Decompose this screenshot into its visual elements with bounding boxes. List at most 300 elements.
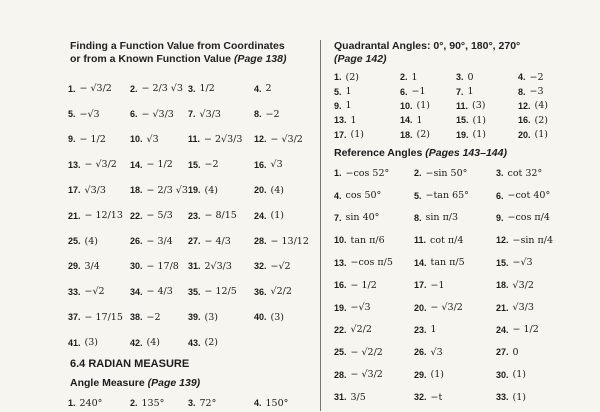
answer-value: (2) <box>204 337 218 349</box>
answer-item <box>188 101 221 126</box>
answer-row <box>328 296 598 318</box>
answer-number: 31. <box>334 392 347 403</box>
answer-item <box>130 228 173 253</box>
answer-item <box>68 178 106 203</box>
answer-item <box>334 386 366 408</box>
answer-value: (2) <box>416 129 430 141</box>
answer-item <box>518 99 548 113</box>
answer-number: 1. <box>334 168 342 179</box>
answer-item <box>414 184 469 206</box>
answer-number: 33. <box>68 286 81 297</box>
reference-angles-answers <box>328 162 598 408</box>
answer-number: 4. <box>334 190 342 201</box>
heading-line-1: Finding a Function Value from Coordinates <box>70 40 285 52</box>
answer-item <box>334 84 352 98</box>
answer-number: 37. <box>68 312 81 323</box>
answer-number: 29. <box>68 261 81 272</box>
answer-item <box>254 254 291 279</box>
answer-item <box>68 305 123 330</box>
answer-item <box>400 128 430 142</box>
answer-value: −t <box>430 391 443 403</box>
answer-number: 19. <box>188 185 201 196</box>
answer-value: 1 <box>467 86 474 98</box>
answer-item <box>68 76 112 101</box>
answer-value: √2/2 <box>270 286 292 298</box>
answer-value: sin 40° <box>345 212 380 224</box>
answer-value: −√3 <box>350 302 371 314</box>
answer-value: −2 <box>529 71 544 83</box>
answer-item <box>414 319 437 341</box>
answer-item <box>130 254 179 279</box>
answer-number: 35. <box>188 286 201 297</box>
answer-number: 22. <box>334 324 347 335</box>
answer-item <box>414 162 467 184</box>
answer-number: 6. <box>130 109 138 120</box>
answer-item <box>400 70 418 84</box>
answer-item <box>130 101 174 126</box>
answer-value: √3/3 <box>512 302 534 314</box>
answer-number: 27. <box>188 236 201 247</box>
answer-item <box>414 207 458 229</box>
answer-value: √3/2 <box>512 279 534 291</box>
answer-item <box>130 152 173 177</box>
answer-item <box>334 207 379 229</box>
answer-value: − √2/2 <box>350 346 383 358</box>
answer-number: 5. <box>414 190 422 201</box>
answer-number: 15. <box>456 115 469 126</box>
answer-value: −√2 <box>84 286 105 298</box>
answer-item <box>68 228 98 253</box>
answer-number: 6. <box>496 190 504 201</box>
answer-row <box>328 184 598 206</box>
answer-value: − 12/5 <box>204 286 237 298</box>
answer-item <box>334 99 352 113</box>
answer-row <box>68 101 316 126</box>
answer-number: 29. <box>414 369 427 380</box>
answer-value: (3) <box>84 337 98 349</box>
answer-row <box>68 178 316 203</box>
answer-item <box>130 178 188 203</box>
answer-item <box>496 319 539 341</box>
answer-item <box>254 127 303 152</box>
answer-item <box>68 254 100 279</box>
answer-value: −tan 65° <box>425 190 469 202</box>
answer-number: 19. <box>456 129 469 140</box>
answer-value: 1 <box>345 86 352 98</box>
answer-value: − 5/3 <box>146 210 173 222</box>
answer-number: 14. <box>414 257 427 268</box>
answer-item <box>254 76 272 101</box>
left-column <box>68 0 316 411</box>
answer-item <box>130 305 161 330</box>
answer-number: 26. <box>130 236 143 247</box>
answer-number: 30. <box>496 369 509 380</box>
answer-value: (3) <box>472 100 486 112</box>
answer-number: 24. <box>496 324 509 335</box>
answer-number: 12. <box>496 235 509 246</box>
answer-number: 8. <box>254 109 262 120</box>
answer-item <box>334 128 364 142</box>
answer-item <box>334 162 389 184</box>
answer-item <box>68 101 100 126</box>
quadrantal-page-ref: (Page 142) <box>334 53 387 65</box>
answer-row <box>68 254 316 279</box>
answer-number: 3. <box>188 398 196 408</box>
answer-row <box>68 127 316 152</box>
answer-number: 2. <box>414 168 422 179</box>
answer-row <box>68 203 316 228</box>
answer-value: − 1/2 <box>146 159 173 171</box>
answer-item <box>130 330 160 355</box>
answer-value: (1) <box>472 129 486 141</box>
heading-page-ref: (Page 138) <box>233 53 287 65</box>
answer-value: −cos π/5 <box>350 257 393 269</box>
answer-row <box>328 113 598 127</box>
answer-number: 18. <box>130 185 143 196</box>
answer-item <box>518 84 544 98</box>
answer-value: (1) <box>512 369 526 381</box>
answer-number: 25. <box>68 236 81 247</box>
quadrantal-heading <box>334 40 520 66</box>
answer-number: 16. <box>334 280 347 291</box>
answer-item <box>456 99 485 113</box>
answer-value: √2/2 <box>350 324 372 336</box>
answer-value: 72° <box>199 397 217 409</box>
answer-number: 15. <box>496 257 509 268</box>
answer-row <box>328 70 598 84</box>
answer-item <box>456 70 474 84</box>
answer-row <box>328 386 598 408</box>
answer-value: 0 <box>467 71 474 83</box>
answer-value: 1 <box>416 114 423 126</box>
answer-value: cot π/4 <box>430 234 464 246</box>
answer-row <box>68 152 316 177</box>
answer-value: (1) <box>534 129 548 141</box>
answer-number: 11. <box>188 134 201 145</box>
answer-value: tan π/6 <box>350 234 385 246</box>
function-value-heading <box>70 40 286 66</box>
answer-number: 1. <box>68 398 76 408</box>
answer-item <box>334 229 385 251</box>
answer-item <box>414 341 443 363</box>
answer-value: 1 <box>411 71 418 83</box>
answer-number: 7. <box>334 212 342 223</box>
answer-number: 4. <box>254 398 262 408</box>
reference-angles-heading <box>334 147 507 159</box>
answer-value: −sin π/4 <box>512 234 554 246</box>
answer-number: 40. <box>254 312 267 323</box>
answer-value: −cos π/4 <box>507 212 550 224</box>
answer-item <box>188 76 215 101</box>
answer-number: 38. <box>130 312 143 323</box>
answer-number: 9. <box>334 100 342 111</box>
answer-value: − √3/2 <box>430 302 463 314</box>
answer-item <box>518 70 544 84</box>
answer-value: 2 <box>265 83 272 95</box>
answer-number: 13. <box>334 115 347 126</box>
answer-item <box>414 296 463 318</box>
answer-item <box>254 279 292 304</box>
answer-item <box>496 229 553 251</box>
angle-measure-title: Angle Measure <box>70 377 145 389</box>
answer-item <box>254 305 284 330</box>
answer-item <box>68 152 117 177</box>
answer-value: cos 50° <box>345 190 382 202</box>
answer-row <box>328 207 598 229</box>
answer-row <box>328 252 598 274</box>
answer-item <box>68 330 98 355</box>
section-title: 6.4 RADIAN MEASURE <box>70 358 190 370</box>
answer-item <box>496 296 534 318</box>
answer-number: 10. <box>334 235 347 246</box>
answer-item <box>496 162 542 184</box>
answer-number: 20. <box>518 129 531 140</box>
answer-value: − 2√3/3 <box>204 133 243 145</box>
answer-number: 32. <box>414 392 427 403</box>
answer-value: −1 <box>430 279 445 291</box>
answer-number: 39. <box>188 312 201 323</box>
answer-number: 1. <box>334 72 342 83</box>
answer-value: tan π/5 <box>430 257 465 269</box>
answer-row <box>328 319 598 341</box>
answer-value: − 3/4 <box>146 235 173 247</box>
answer-item <box>188 279 237 304</box>
answer-value: (4) <box>84 235 98 247</box>
answer-item <box>130 203 173 228</box>
answer-number: 42. <box>130 337 143 348</box>
answer-number: 27. <box>496 347 509 358</box>
answer-number: 20. <box>254 185 267 196</box>
answer-value: − 1/2 <box>350 279 377 291</box>
answer-item <box>334 184 381 206</box>
answer-value: 1 <box>350 114 357 126</box>
answer-number: 5. <box>68 109 76 120</box>
answer-row <box>68 279 316 304</box>
answer-item <box>496 184 550 206</box>
answer-number: 28. <box>254 236 267 247</box>
answer-number: 22. <box>130 210 143 221</box>
right-column <box>328 0 598 411</box>
answer-number: 17. <box>334 129 347 140</box>
answer-value: −2 <box>265 108 280 120</box>
answer-number: 18. <box>496 280 509 291</box>
answer-number: 2. <box>130 398 138 408</box>
answer-value: −√3 <box>79 108 100 120</box>
answer-number: 3. <box>456 72 464 83</box>
answer-number: 21. <box>68 210 81 221</box>
answer-number: 17. <box>414 280 427 291</box>
answer-item <box>68 279 105 304</box>
answer-value: 240° <box>79 397 103 409</box>
answer-item <box>254 178 284 203</box>
answer-number: 12. <box>518 100 531 111</box>
answer-item <box>456 84 474 98</box>
answer-number: 15. <box>188 159 201 170</box>
answer-number: 28. <box>334 369 347 380</box>
answer-number: 2. <box>400 72 408 83</box>
answer-value: (3) <box>204 311 218 323</box>
answer-item <box>254 152 283 177</box>
answer-item <box>414 386 442 408</box>
answer-item <box>334 319 372 341</box>
answer-number: 1. <box>68 83 76 94</box>
answer-row <box>328 364 598 386</box>
answer-value: − 2/3 √3 <box>146 184 188 196</box>
answer-item <box>414 364 444 386</box>
answer-row <box>328 162 598 184</box>
answer-item <box>400 84 426 98</box>
answer-value: 3/5 <box>350 391 366 403</box>
angle-measure-heading <box>70 377 200 389</box>
answer-row <box>328 99 598 113</box>
answer-value: (4) <box>534 100 548 112</box>
answer-value: − 4/3 <box>146 286 173 298</box>
answer-item <box>68 203 123 228</box>
answer-row <box>328 229 598 251</box>
answer-value: 1/2 <box>199 83 215 95</box>
answer-number: 14. <box>400 115 413 126</box>
answer-item <box>414 229 463 251</box>
answer-item <box>496 274 534 296</box>
answer-value: − √3/2 <box>350 369 383 381</box>
quadrantal-answers <box>328 70 598 142</box>
column-divider <box>320 40 321 411</box>
answer-number: 14. <box>130 159 143 170</box>
answer-number: 20. <box>414 302 427 313</box>
answer-value: 1 <box>430 324 437 336</box>
answer-item <box>188 203 237 228</box>
answer-item <box>188 254 232 279</box>
answer-item <box>518 128 548 142</box>
answer-value: − 17/8 <box>146 260 179 272</box>
answer-value: √3 <box>430 346 443 358</box>
answer-item <box>188 152 219 177</box>
answer-number: 3. <box>188 83 196 94</box>
answer-value: 135° <box>141 397 165 409</box>
answer-value: (4) <box>146 337 160 349</box>
answer-value: − √3/2 <box>270 133 303 145</box>
answer-value: −1 <box>411 86 426 98</box>
answer-value: 0 <box>512 346 519 358</box>
answer-value: − √3/3 <box>141 108 174 120</box>
answer-number: 33. <box>496 392 509 403</box>
answer-number: 13. <box>334 257 347 268</box>
answer-number: 7. <box>456 86 464 97</box>
answer-number: 17. <box>68 185 81 196</box>
answer-row <box>328 128 598 142</box>
answer-value: −cot 40° <box>507 190 551 202</box>
answer-item <box>68 127 106 152</box>
function-value-answers <box>68 76 316 355</box>
answer-value: −sin 50° <box>425 167 468 179</box>
answer-value: − 4/3 <box>204 235 231 247</box>
answer-value: − 1/2 <box>79 133 106 145</box>
answer-item <box>414 274 445 296</box>
answer-value: − 1/2 <box>512 324 539 336</box>
answer-value: − 17/15 <box>84 311 123 323</box>
answer-value: cot 32° <box>507 167 543 179</box>
answer-item <box>400 99 430 113</box>
answer-number: 41. <box>68 337 81 348</box>
answer-item <box>496 364 526 386</box>
answer-item <box>188 394 216 412</box>
answer-item <box>334 296 371 318</box>
quadrantal-title: Quadrantal Angles: 0°, 90°, 180°, 270° <box>334 40 521 52</box>
answer-item <box>188 330 218 355</box>
answer-number: 43. <box>188 337 201 348</box>
reference-angles-title: Reference Angles <box>334 147 423 159</box>
answer-item <box>188 305 218 330</box>
answer-number: 26. <box>414 347 427 358</box>
answer-number: 4. <box>518 72 526 83</box>
answer-item <box>334 341 383 363</box>
answer-number: 8. <box>518 86 526 97</box>
answer-item <box>188 127 242 152</box>
answer-number: 2. <box>130 83 138 94</box>
answer-value: − 13/12 <box>270 235 309 247</box>
answer-value: (1) <box>270 210 284 222</box>
angle-measure-page-ref: (Page 139) <box>147 377 201 389</box>
answer-value: − 12/13 <box>84 210 123 222</box>
answer-number: 9. <box>496 212 504 223</box>
answer-number: 36. <box>254 286 267 297</box>
answer-value: (3) <box>270 311 284 323</box>
answer-number: 16. <box>254 159 267 170</box>
answer-value: (1) <box>430 369 444 381</box>
answer-value: 3/4 <box>84 260 100 272</box>
answer-value: √3 <box>270 159 283 171</box>
answer-value: √3/3 <box>84 184 106 196</box>
answer-value: 150° <box>265 397 289 409</box>
answer-item <box>254 394 288 412</box>
answer-value: −cos 52° <box>345 167 390 179</box>
answer-item <box>68 394 102 412</box>
answer-item <box>496 207 550 229</box>
answer-number: 12. <box>254 134 267 145</box>
answer-value: (4) <box>270 184 284 196</box>
angle-measure-answers <box>68 394 316 412</box>
answer-number: 34. <box>130 286 143 297</box>
answer-item <box>130 394 164 412</box>
answer-item <box>130 127 159 152</box>
answer-row <box>68 305 316 330</box>
answer-number: 23. <box>414 324 427 335</box>
answer-item <box>254 228 309 253</box>
answer-row <box>68 228 316 253</box>
answer-item <box>188 228 231 253</box>
answer-item <box>518 113 548 127</box>
answer-value: − 2/3 √3 <box>141 83 183 95</box>
answer-value: √3 <box>146 133 159 145</box>
answer-number: 16. <box>518 115 531 126</box>
answer-row <box>68 330 316 355</box>
answer-value: (1) <box>512 391 526 403</box>
answer-item <box>188 178 218 203</box>
answer-item <box>496 252 533 274</box>
answer-value: − 8/15 <box>204 210 237 222</box>
answer-number: 10. <box>400 100 413 111</box>
answer-row <box>68 394 316 412</box>
answer-item <box>414 252 465 274</box>
answer-item <box>130 76 183 101</box>
answer-number: 25. <box>334 347 347 358</box>
answer-value: (1) <box>472 114 486 126</box>
answer-item <box>400 113 423 127</box>
answer-number: 23. <box>188 210 201 221</box>
answer-item <box>334 274 377 296</box>
answer-item <box>496 386 526 408</box>
answer-item <box>334 364 383 386</box>
